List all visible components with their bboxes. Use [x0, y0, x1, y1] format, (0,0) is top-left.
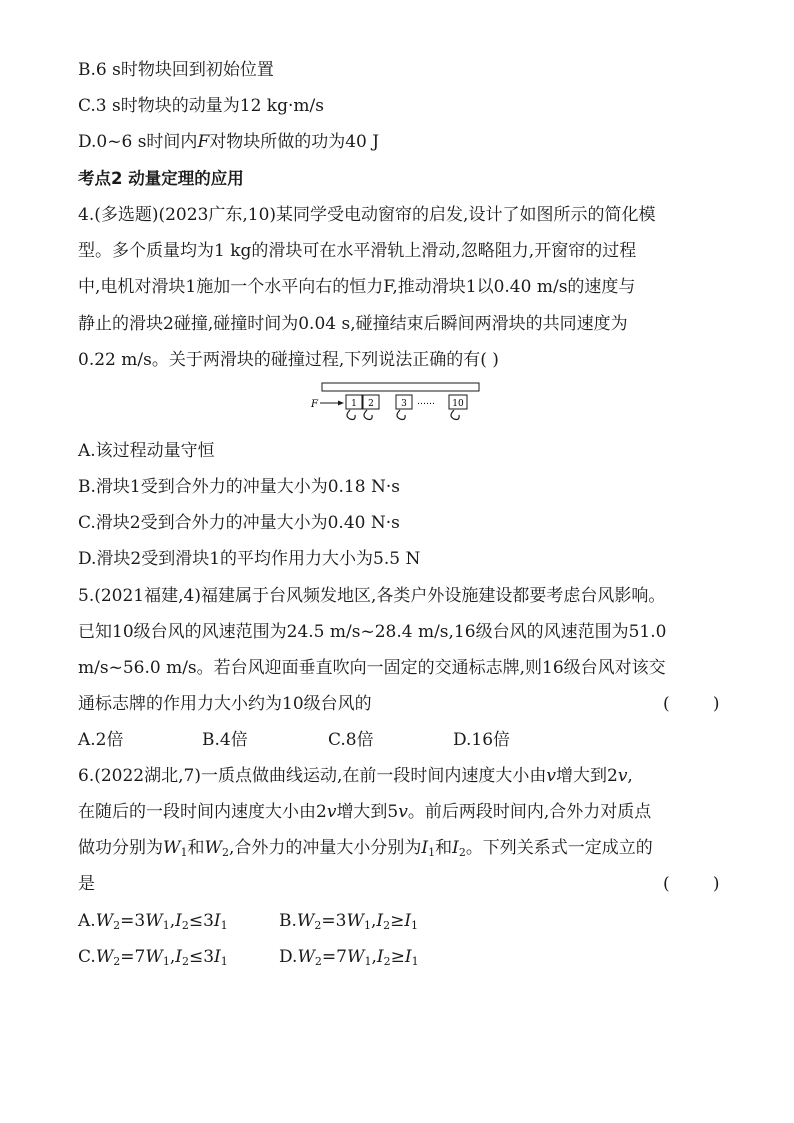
- force-arrowhead: [338, 401, 344, 406]
- slider-block-3: [396, 395, 412, 420]
- svg-text:3: 3: [401, 399, 407, 409]
- q4-option-c: C.滑块2受到合外力的冲量大小为0.40 N·s: [78, 513, 400, 533]
- q5-stem-line2: 已知10级台风的风速范围为24.5 m/s~28.4 m/s,16级台风的风速范围为51.0: [78, 622, 667, 642]
- q6-option-c: $C.W_2=7W_1,I_2\le 3I_1$: [78, 947, 228, 968]
- q6-option-a: $A.W_2=3W_1,I_2\le 3I_1$: [78, 911, 228, 932]
- q4-stem-line3: 中,电机对滑块1施加一个水平向右的恒力F,推动滑块1以0.40 m/s的速度与: [78, 277, 636, 297]
- q5-option-a: A.2倍: [78, 730, 124, 750]
- q5-stem-line3: m/s~56.0 m/s。若台风迎面垂直吹向一固定的交通标志牌,则16级台风对该交: [78, 658, 666, 678]
- q4-option-a: A.该过程动量守恒: [78, 441, 215, 461]
- svg-text:1: 1: [351, 399, 357, 409]
- q5-option-d: D.16倍: [453, 730, 511, 750]
- ellipsis: ……: [417, 397, 435, 407]
- q6-stem-line4: 是: [78, 874, 95, 894]
- q4-stem-line5: 0.22 m/s。关于两滑块的碰撞过程,下列说法正确的有( ): [78, 350, 499, 370]
- q5-stem-line4: 通标志牌的作用力大小约为10级台风的: [78, 694, 372, 714]
- curtain-slider-figure: [308, 380, 483, 428]
- q6-stem-line2: 在随后的一段时间内速度大小由2v增大到5v。前后两段时间内,合外力对质点: [78, 802, 652, 822]
- q4-stem-line1: 4.(多选题)(2023广东,10)某同学受电动窗帘的启发,设计了如图所示的简化模: [78, 205, 656, 225]
- slider-block-1: [346, 395, 362, 420]
- prev-option-b: B.6 s时物块回到初始位置: [78, 60, 274, 80]
- slider-block-2: [363, 395, 379, 420]
- q5-answer-paren: ( ): [663, 694, 720, 714]
- q6-stem-line1: 6.(2022湖北,7)一质点做曲线运动,在前一段时间内速度大小由v增大到2v,: [78, 766, 633, 786]
- svg-text:2: 2: [368, 399, 374, 409]
- q5-option-c: C.8倍: [328, 730, 374, 750]
- q5-option-b: B.4倍: [202, 730, 248, 750]
- svg-text:10: 10: [452, 399, 464, 409]
- q6-option-b: $B.W_2=3W_1,I_2\ge I_1$: [279, 911, 419, 932]
- q4-option-b: B.滑块1受到合外力的冲量大小为0.18 N·s: [78, 477, 400, 497]
- q4-option-d: D.滑块2受到滑块1的平均作用力大小为5.5 N: [78, 549, 421, 569]
- q4-stem-line4: 静止的滑块2碰撞,碰撞时间为0.04 s,碰撞结束后瞬间两滑块的共同速度为: [78, 314, 628, 334]
- q6-option-d: $D.W_2=7W_1,I_2\ge I_1$: [279, 947, 419, 968]
- prev-option-c: C.3 s时物块的动量为12 kg·m/s: [78, 96, 324, 116]
- slider-block-10: [449, 395, 467, 420]
- prev-option-d: D.0~6 s时间内F对物块所做的功为40 J: [78, 132, 380, 152]
- section-heading: 考点2 动量定理的应用: [78, 169, 244, 188]
- track-rail: [322, 383, 479, 391]
- force-label: F: [311, 399, 318, 410]
- q6-answer-paren: ( ): [663, 874, 720, 894]
- q5-stem-line1: 5.(2021福建,4)福建属于台风频发地区,各类户外设施建设都要考虑台风影响。: [78, 586, 666, 606]
- q6-stem-line3: 做功分别为$W_1$和$W_2$,合外力的冲量大小分别为$I_1$和$I_2$。下列关系式一定成立的: [78, 838, 653, 859]
- q4-stem-line2: 型。多个质量均为1 kg的滑块可在水平滑轨上滑动,忽略阻力,开窗帘的过程: [78, 241, 637, 261]
